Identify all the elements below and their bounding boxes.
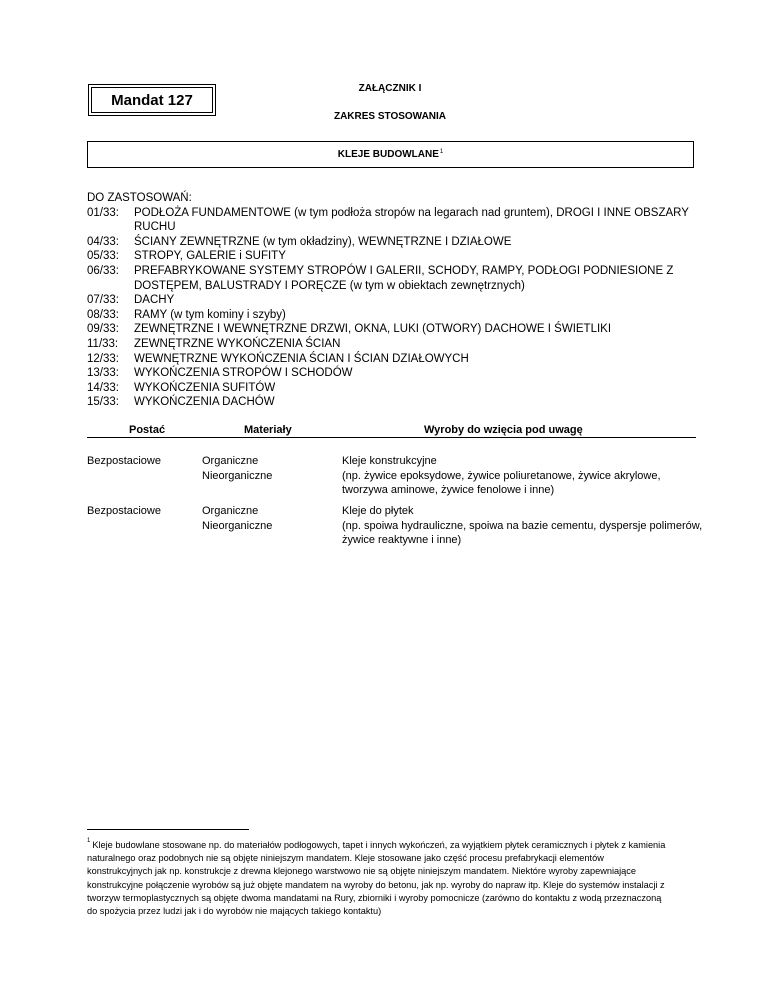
footnote-rule	[87, 829, 249, 830]
use-item	[87, 249, 707, 264]
product-group-title: KLEJE BUDOWLANE	[337, 149, 439, 160]
table-cell-materials	[202, 504, 272, 533]
uses-heading: DO ZASTOSOWAŃ:	[87, 192, 192, 204]
material-item: Organiczne	[202, 505, 259, 517]
product-line: tworzywa aminowe, żywice fenolowe i inne)	[342, 484, 555, 496]
use-text: STROPY, GALERIE i SUFITY	[134, 250, 286, 263]
use-code: 06/33:	[87, 264, 119, 277]
annex-title: ZAŁĄCZNIK I	[358, 83, 422, 94]
use-text: PODŁOŻA FUNDAMENTOWE (w tym podłoża stropów na legarach nad gruntem), DROGI I INNE OBSZARY RUCHU	[134, 206, 689, 234]
table-cell-products	[342, 454, 702, 498]
use-code: 15/33:	[87, 396, 119, 409]
material-item: Nieorganiczne	[202, 469, 273, 482]
material-item: Organiczne	[202, 455, 259, 467]
use-text: DACHY	[134, 294, 175, 307]
use-text: WEWNĘTRZNE WYKOŃCZENIA ŚCIAN I ŚCIAN DZIAŁOWYCH	[134, 352, 469, 365]
table-cell-materials	[202, 454, 272, 483]
footnote	[87, 837, 702, 918]
intended-uses	[87, 191, 707, 410]
use-code: 09/33:	[87, 323, 119, 336]
use-item	[87, 381, 707, 396]
use-item	[87, 308, 707, 323]
footnote-line	[87, 837, 702, 852]
footnote-ref: 1	[439, 148, 444, 155]
use-text: ZEWNĘTRZNE I WEWNĘTRZNE DRZWI, OKNA, LUKI (OTWORY) DACHOWE I ŚWIETLIKI	[134, 323, 612, 336]
use-text: ZEWNĘTRZNE WYKOŃCZENIA ŚCIAN	[134, 337, 341, 350]
use-text: WYKOŃCZENIA SUFITÓW	[134, 381, 276, 394]
table-cell-products	[342, 504, 712, 548]
use-item	[87, 206, 707, 235]
footnote-marker: 1	[87, 838, 91, 844]
footnote-line: tworzyw termoplastycznych są objęte dwoma mandatami na Rury, zbiorniki i wyroby pomocnicze (zarówno do kontaktu z wodą przeznaczoną	[87, 892, 662, 903]
product-line: Kleje do płytek	[342, 505, 414, 517]
use-item	[87, 322, 707, 337]
material-item: Nieorganiczne	[202, 519, 273, 532]
footnote-line: konstrukcyjnych jak np. konstrukcje z drewna klejonego warstwowo nie są objęte niniejszym mandatem. Niektóre wyroby zapewniające	[87, 866, 636, 877]
product-line: Kleje konstrukcyjne	[342, 455, 437, 467]
use-text: WYKOŃCZENIA STROPÓW I SCHODÓW	[134, 367, 353, 380]
footnote-line: naturalnego oraz podobnych nie są objęte niniejszym mandatem. Kleje stosowane jako część procesu prefabrykacji elementów	[87, 853, 604, 864]
use-code: 11/33:	[87, 337, 119, 350]
product-line: (np. spoiwa hydrauliczne, spoiwa na bazie cementu, dyspersje polimerów,	[342, 519, 703, 532]
column-header-materials: Materiały	[244, 424, 292, 436]
table-cell-form: Bezpostaciowe	[87, 505, 161, 517]
product-group-box	[87, 141, 694, 168]
use-item	[87, 264, 707, 293]
use-code: 01/33:	[87, 206, 119, 219]
product-line: żywice reaktywne i inne)	[342, 534, 462, 546]
footnote-text: Kleje budowlane stosowane np. do materiałów podłogowych, tapet i innych wykończeń, za wyjątkiem płytek ceramicznych i płytek z kamienia	[92, 840, 666, 851]
table-header-rule	[87, 437, 696, 438]
use-item	[87, 352, 707, 367]
use-code: 14/33:	[87, 381, 119, 394]
use-code: 04/33:	[87, 235, 119, 248]
footnote-line: konstrukcyjne połączenie wyrobów są już objęte mandatem na wyroby do betonu, jak np. wyroby do napraw itp. Kleje do systemów instalacji z	[87, 879, 665, 890]
use-code: 13/33:	[87, 367, 119, 380]
use-text: ŚCIANY ZEWNĘTRZNE (w tym okładziny), WEWNĘTRZNE I DZIAŁOWE	[134, 235, 512, 248]
use-text: PREFABRYKOWANE SYSTEMY STROPÓW I GALERII, SCHODY, RAMPY, PODŁOGI PODNIESIONE Z DOSTĘPEM, BALUSTRADY I PORĘCZE (w tym w obiektach zewnętrznych)	[134, 264, 674, 292]
column-header-form: Postać	[129, 424, 166, 436]
use-text: WYKOŃCZENIA DACHÓW	[134, 396, 275, 409]
use-text: RAMY (w tym kominy i szyby)	[134, 308, 286, 321]
column-header-products: Wyroby do wzięcia pod uwagę	[424, 424, 583, 436]
table-cell-form: Bezpostaciowe	[87, 455, 161, 467]
mandate-box	[88, 84, 216, 116]
footnote-line: do spożycia przez ludzi jak i do wyrobów nie mających takiego kontaktu)	[87, 906, 382, 917]
mandate-label: Mandat 127	[91, 87, 213, 113]
use-code: 07/33:	[87, 294, 119, 307]
use-code: 12/33:	[87, 352, 119, 365]
use-item	[87, 235, 707, 250]
use-item	[87, 366, 707, 381]
use-item	[87, 337, 707, 352]
use-item	[87, 395, 707, 410]
use-code: 05/33:	[87, 250, 119, 263]
use-code: 08/33:	[87, 308, 119, 321]
use-item	[87, 293, 707, 308]
scope-title: ZAKRES STOSOWANIA	[333, 111, 447, 122]
product-line: (np. żywice epoksydowe, żywice poliuretanowe, żywice akrylowe,	[342, 469, 661, 482]
